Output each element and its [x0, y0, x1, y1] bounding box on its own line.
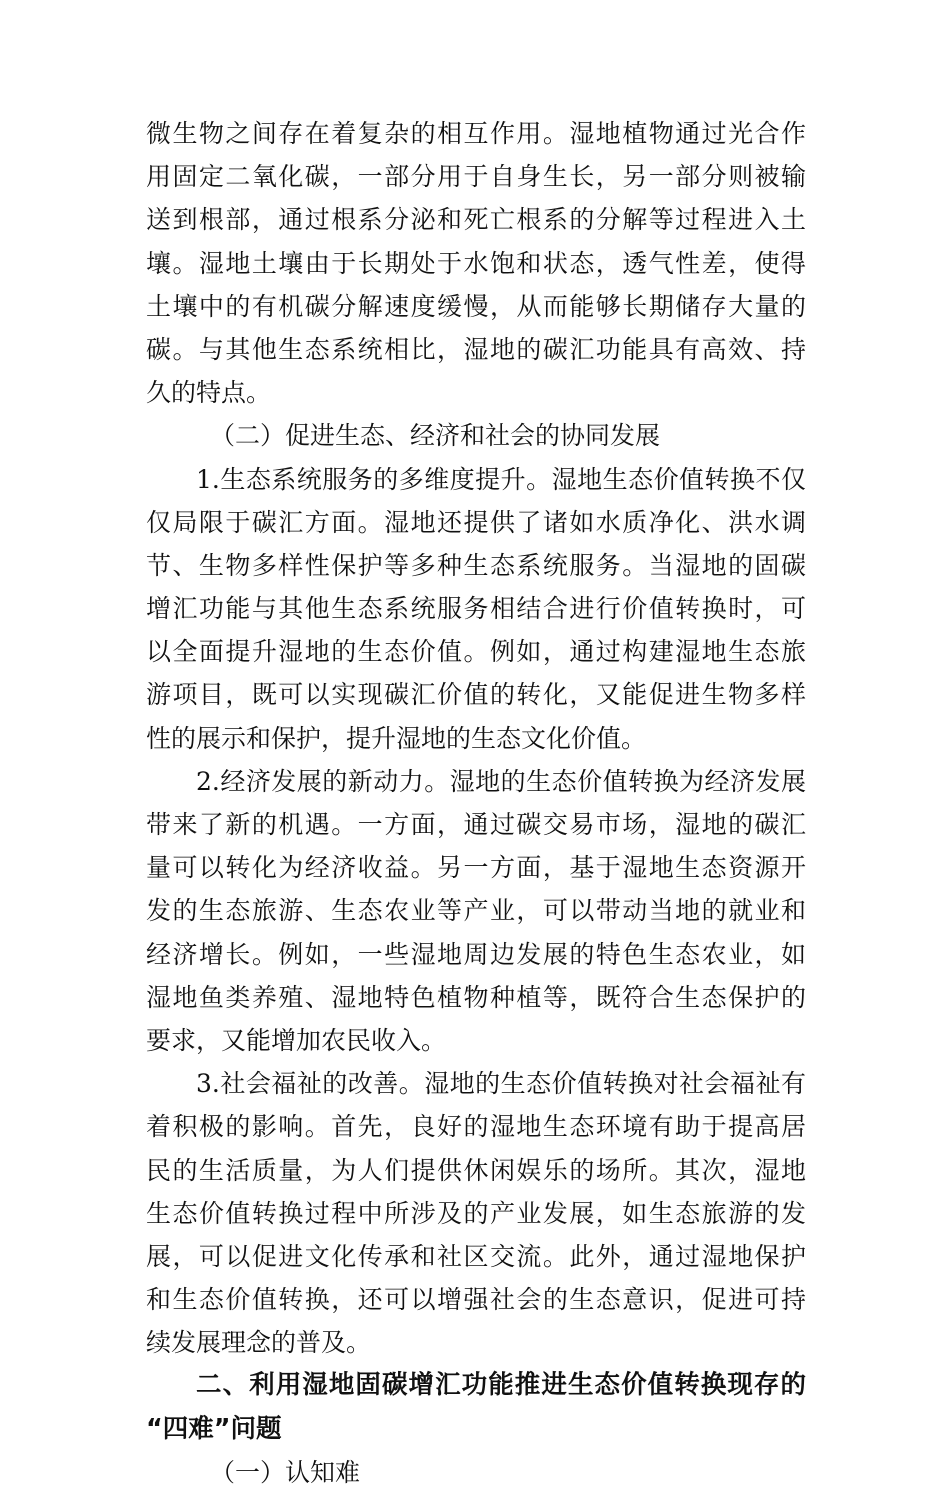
text-line: 仅局限于碳汇方面。湿地还提供了诸如水质净化、洪水调 [146, 507, 806, 537]
text-line: 性的展示和保护，提升湿地的生态文化价值。 [146, 723, 647, 753]
paragraph-ecosystem-services [146, 458, 806, 760]
text-line: 生态价值转换过程中所涉及的产业发展，如生态旅游的发 [146, 1198, 806, 1228]
heading-line: “四难”问题 [146, 1413, 282, 1444]
text-line: 发的生态旅游、生态农业等产业，可以带动当地的就业和 [146, 896, 806, 926]
text-line: 湿地鱼类养殖、湿地特色植物种植等，既符合生态保护的 [146, 982, 806, 1012]
text-line: 微生物之间存在着复杂的相互作用。湿地植物通过光合作 [146, 119, 806, 148]
heading-line: 二、利用湿地固碳增汇功能推进生态价值转换现存的 [196, 1370, 806, 1401]
paragraph-economic-development [146, 760, 806, 1062]
text-line: 节、生物多样性保护等多种生态系统服务。当湿地的固碳 [146, 550, 806, 580]
text-line: 续发展理念的普及。 [146, 1328, 372, 1358]
text-line: 量可以转化为经济收益。另一方面，基于湿地生态资源开 [146, 853, 806, 883]
text-line: 碳。与其他生态系统相比，湿地的碳汇功能具有高效、持 [146, 334, 806, 364]
section-heading [146, 1364, 806, 1450]
text-line: 展，可以促进文化传承和社区交流。此外，通过湿地保护 [146, 1241, 806, 1271]
text-line: 带来了新的机遇。一方面，通过碳交易市场，湿地的碳汇 [146, 810, 806, 839]
section-subheading: （二）促进生态、经济和社会的协同发展 [210, 421, 661, 451]
text-line: 用固定二氧化碳，一部分用于自身生长，另一部分则被输 [146, 162, 806, 192]
text-line: 壤。湿地土壤由于长期处于水饱和状态，透气性差，使得 [146, 248, 806, 278]
text-line: 增汇功能与其他生态系统服务相结合进行价值转换时，可 [146, 594, 806, 624]
text-line: 着积极的影响。首先，良好的湿地生态环境有助于提高居 [146, 1112, 806, 1142]
text-line: 土壤中的有机碳分解速度缓慢，从而能够长期储存大量的 [146, 291, 806, 321]
text-line: 要求，又能增加农民收入。 [146, 1025, 447, 1055]
text-line: 经济增长。例如，一些湿地周边发展的特色生态农业，如 [146, 939, 806, 969]
text-line: 久的特点。 [146, 378, 272, 408]
paragraph-social-welfare [146, 1062, 806, 1364]
text-line: 以全面提升湿地的生态价值。例如，通过构建湿地生态旅 [146, 637, 806, 667]
paragraph-carbon-sink [146, 112, 806, 414]
text-line: 送到根部，通过根系分泌和死亡根系的分解等过程进入土 [146, 205, 806, 235]
text-line: 和生态价值转换，还可以增强社会的生态意识，促进可持 [146, 1285, 806, 1315]
text-line: 游项目，既可以实现碳汇价值的转化，又能促进生物多样 [146, 680, 806, 710]
document-body [146, 112, 806, 1494]
text-line: 2.经济发展的新动力。湿地的生态价值转换为经济发展 [196, 766, 806, 796]
text-line: 民的生活质量，为人们提供休闲娱乐的场所。其次，湿地 [146, 1155, 806, 1185]
text-line: 3.社会福祉的改善。湿地的生态价值转换对社会福祉有 [196, 1069, 806, 1099]
text-line: 1.生态系统服务的多维度提升。湿地生态价值转换不仅 [196, 464, 806, 494]
section-subheading: （一）认知难 [210, 1457, 361, 1487]
